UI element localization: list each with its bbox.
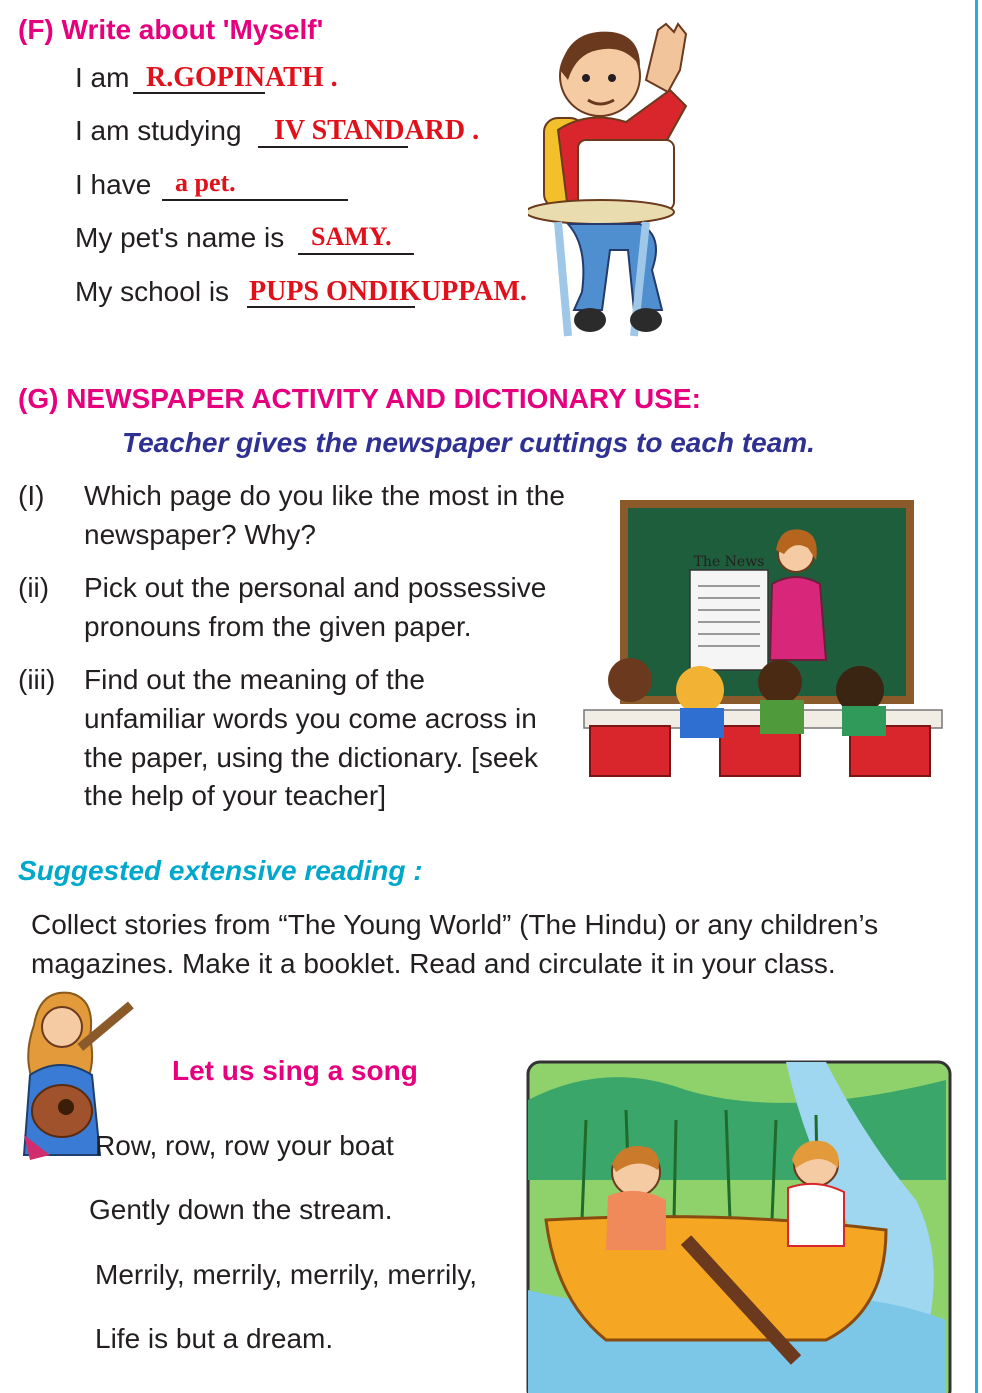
line-4-underline xyxy=(298,253,414,255)
boy-writing-illustration xyxy=(528,10,708,340)
line-2-answer: IV STANDARD . xyxy=(274,115,480,146)
section-f-heading: (F) Write about 'Myself' xyxy=(18,14,324,45)
page-border xyxy=(975,0,978,1393)
line-2-prompt: I am studying xyxy=(75,115,242,146)
question-2-line-2: pronouns from the given paper. xyxy=(84,611,472,642)
classroom-illustration xyxy=(580,500,946,800)
song-line-4: Life is but a dream. xyxy=(95,1323,334,1354)
line-3-prompt: I have xyxy=(75,169,152,200)
boat-stream-illustration xyxy=(526,1060,952,1393)
line-1-answer: R.GOPINATH . xyxy=(146,62,338,93)
question-1-line-1: Which page do you like the most in the xyxy=(84,480,565,511)
question-1-number: (I) xyxy=(18,480,45,511)
song-line-3: Merrily, merrily, merrily, merrily, xyxy=(95,1259,478,1290)
song-line-2: Gently down the stream. xyxy=(89,1194,393,1225)
newspaper-title: The News xyxy=(693,554,765,570)
line-4-prompt: My pet's name is xyxy=(75,222,285,253)
line-5-answer: PUPS ONDIKUPPAM. xyxy=(249,276,527,307)
section-g-heading: (G) NEWSPAPER ACTIVITY AND DICTIONARY USE: xyxy=(18,383,701,414)
line-3-underline xyxy=(162,199,348,201)
line-4-answer: SAMY. xyxy=(311,222,392,251)
line-3-answer: a pet. xyxy=(175,168,236,197)
question-3-line-2: unfamiliar words you come across in xyxy=(84,703,537,734)
question-3-line-1: Find out the meaning of the xyxy=(84,664,425,695)
line-5-prompt: My school is xyxy=(75,276,230,307)
question-3-number: (iii) xyxy=(18,664,56,695)
section-g-subheading: Teacher gives the newspaper cuttings to each team. xyxy=(122,427,815,458)
question-3-line-4: the help of your teacher] xyxy=(84,780,386,811)
song-line-1: Row, row, row your boat xyxy=(95,1130,394,1161)
question-2-number: (ii) xyxy=(18,572,50,603)
question-3-line-3: the paper, using the dictionary. [seek xyxy=(84,742,538,773)
question-2-line-1: Pick out the personal and possessive xyxy=(84,572,547,603)
reading-heading: Suggested extensive reading : xyxy=(18,855,423,886)
reading-line-2: magazines. Make it a booklet. Read and circulate it in your class. xyxy=(31,948,836,979)
line-1-prompt: I am xyxy=(75,62,130,93)
reading-line-1: Collect stories from “The Young World” (The Hindu) or any children’s xyxy=(31,909,879,940)
song-heading: Let us sing a song xyxy=(172,1055,418,1086)
question-1-line-2: newspaper? Why? xyxy=(84,519,316,550)
